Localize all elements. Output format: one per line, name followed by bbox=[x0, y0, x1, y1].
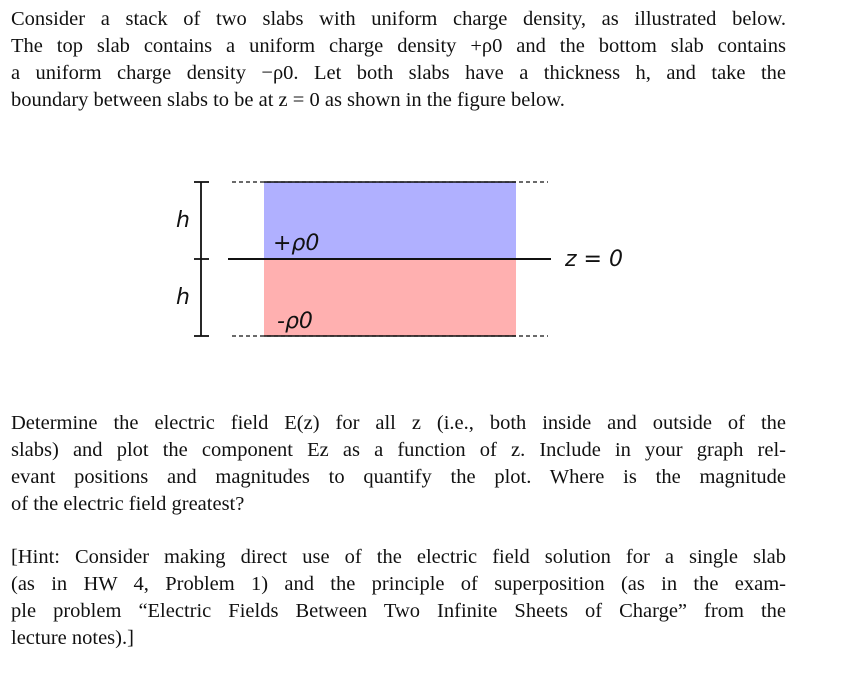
hint-line-1: [Hint: Consider making direct use of the electric field solution for a single slab bbox=[11, 546, 786, 568]
intro-line-2: The top slab contains a uniform charge density +ρ0 and the bottom slab contains bbox=[11, 35, 786, 57]
intro-line-3: a uniform charge density −ρ0. Let both slabs have a thickness h, and take the bbox=[11, 62, 786, 84]
question-line-3: evant positions and magnitudes to quantify the plot. Where is the magnitude bbox=[11, 466, 786, 488]
question-line-1: Determine the electric field E(z) for all z (i.e., both inside and outside of the bbox=[11, 412, 786, 434]
top-slab-label: +ρ0 bbox=[273, 231, 320, 256]
intro-line-1: Consider a stack of two slabs with uniform charge density, as illustrated below. bbox=[11, 8, 786, 30]
question-line-2: slabs) and plot the component Ez as a function of z. Include in your graph rel- bbox=[11, 439, 786, 461]
problem-hint bbox=[11, 544, 786, 652]
hint-line-4: lecture notes).] bbox=[11, 627, 134, 649]
intro-line-4: boundary between slabs to be at z = 0 as shown in the figure below. bbox=[11, 89, 565, 111]
question-line-4: of the electric field greatest? bbox=[11, 493, 245, 515]
problem-question bbox=[11, 410, 786, 518]
hint-line-3: ple problem “Electric Fields Between Two Infinite Sheets of Charge” from the bbox=[11, 600, 786, 622]
hint-line-2: (as in HW 4, Problem 1) and the principle of superposition (as in the exam- bbox=[11, 573, 786, 595]
top-thickness-label: h bbox=[176, 208, 190, 233]
boundary-label: z = 0 bbox=[565, 247, 623, 272]
bottom-thickness-label: h bbox=[176, 285, 190, 310]
bottom-slab-label: -ρ0 bbox=[277, 309, 313, 334]
